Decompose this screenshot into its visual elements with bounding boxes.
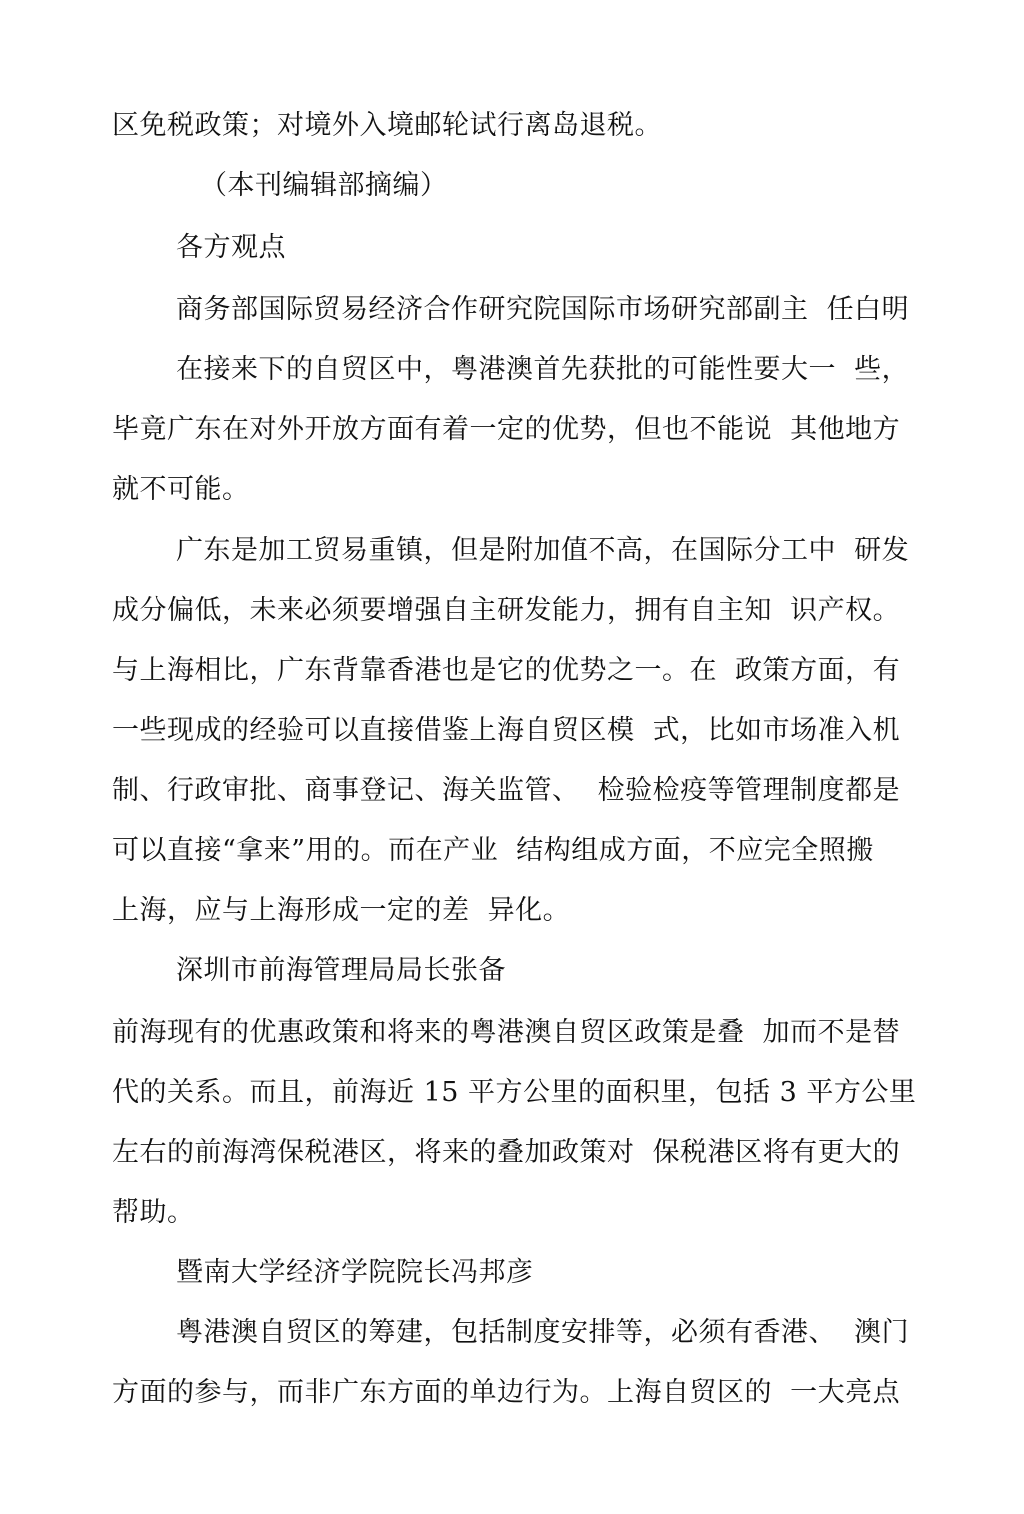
text-line: 广东是加工贸易重镇，但是附加值不高，在国际分工中 研发: [176, 535, 910, 566]
text-line: 制、行政审批、商事登记、海关监管、 检验检疫等管理制度都是: [112, 775, 901, 806]
text-line: 一些现成的经验可以直接借鉴上海自贸区模 式，比如市场准入机: [112, 715, 901, 746]
speaker-line: 暨南大学经济学院院长冯邦彦: [176, 1257, 534, 1288]
speaker-line: 深圳市前海管理局局长张备: [176, 955, 506, 986]
text-line: 成分偏低，未来必须要增强自主研发能力，拥有自主知 识产权。: [112, 595, 901, 626]
text-line: 在接来下的自贸区中，粤港澳首先获批的可能性要大一 些，: [176, 354, 910, 385]
section-heading: 各方观点: [176, 232, 286, 263]
text-line: 与上海相比，广东背靠香港也是它的优势之一。在 政策方面，有: [112, 655, 901, 686]
text-line: （本刊编辑部摘编）: [200, 170, 448, 201]
text-line: 方面的参与，而非广东方面的单边行为。上海自贸区的 一大亮点: [112, 1377, 901, 1408]
text-line: 代的关系。而且，前海近 15 平方公里的面积里，包括 3 平方公里: [112, 1077, 917, 1108]
text-line: 毕竟广东在对外开放方面有着一定的优势，但也不能说 其他地方: [112, 414, 901, 445]
speaker-line: 商务部国际贸易经济合作研究院国际市场研究部副主 任白明: [176, 294, 910, 325]
text-line: 上海，应与上海形成一定的差 异化。: [112, 895, 571, 926]
text-line: 左右的前海湾保税港区，将来的叠加政策对 保税港区将有更大的: [112, 1137, 901, 1168]
text-line: 可以直接“拿来”用的。而在产业 结构组成方面，不应完全照搬: [112, 835, 874, 866]
text-line: 就不可能。: [112, 474, 250, 505]
text-line: 前海现有的优惠政策和将来的粤港澳自贸区政策是叠 加而不是替: [112, 1017, 901, 1048]
text-line: 区免税政策；对境外入境邮轮试行离岛退税。: [112, 110, 662, 141]
text-line: 粤港澳自贸区的筹建，包括制度安排等，必须有香港、 澳门: [176, 1317, 910, 1348]
text-line: 帮助。: [112, 1197, 195, 1228]
